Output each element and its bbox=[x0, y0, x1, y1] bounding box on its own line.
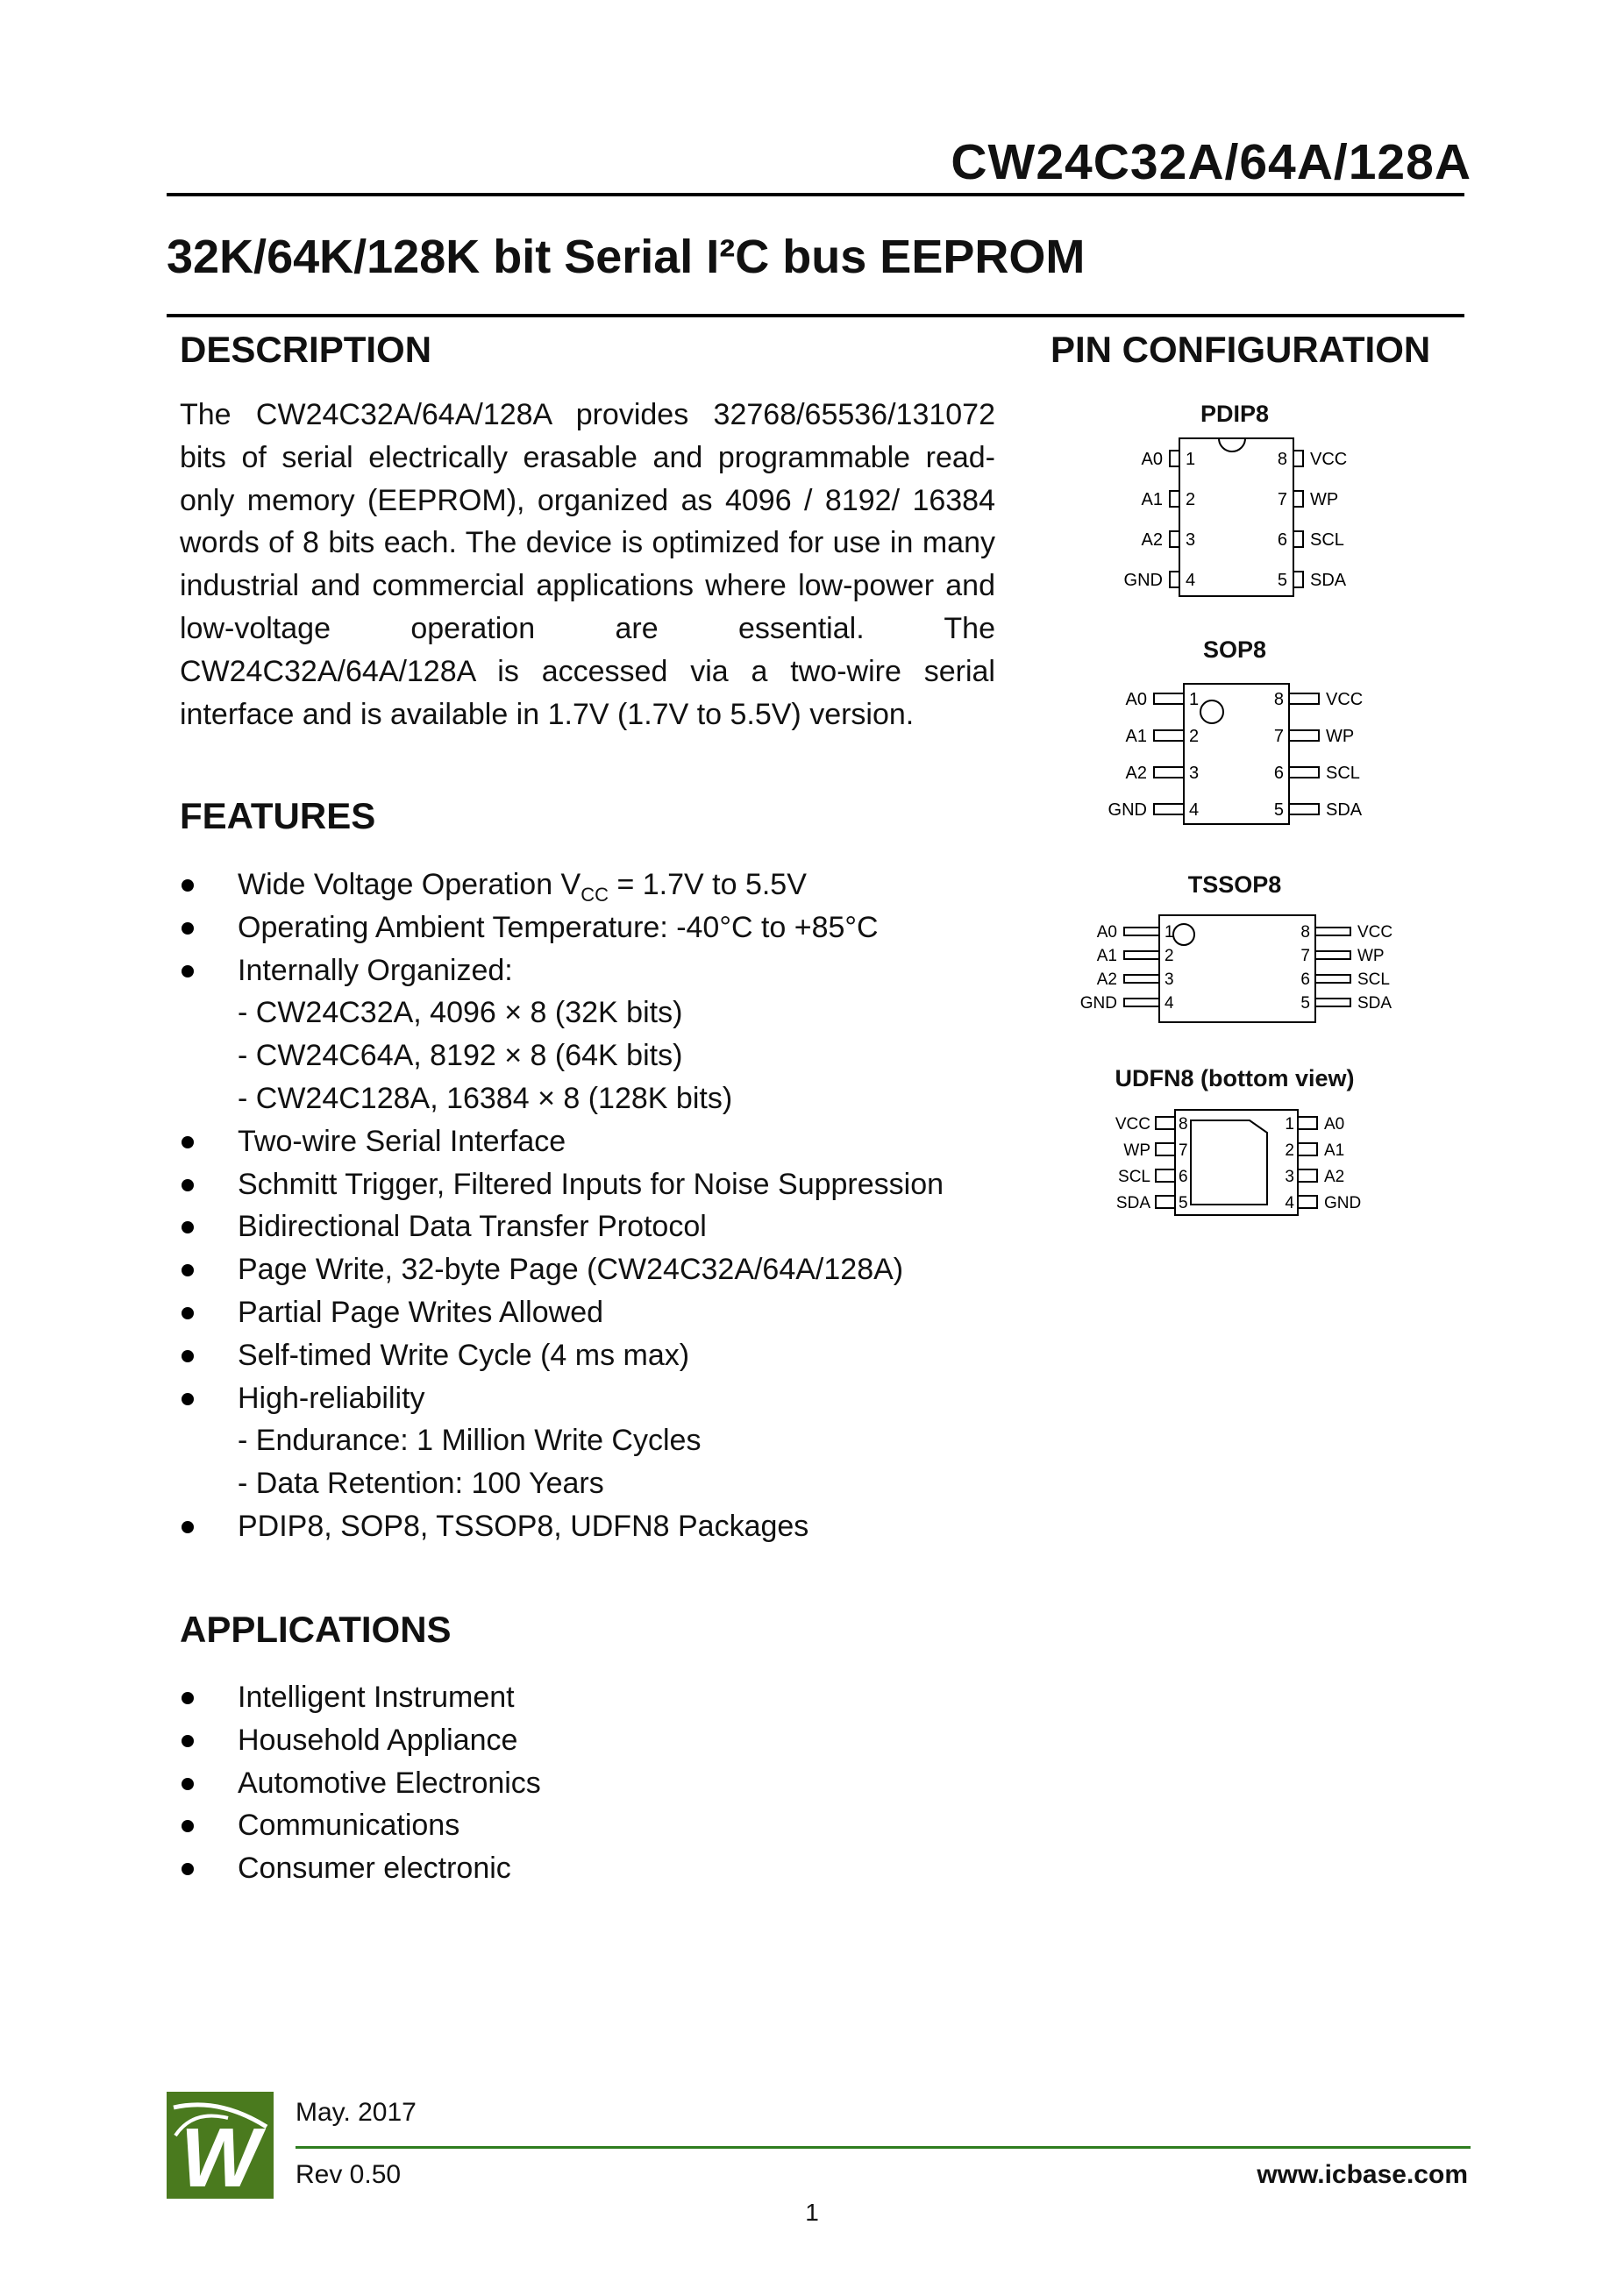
sop8-pin-num-r5: 5 bbox=[1273, 800, 1284, 820]
sop8-pin-label-l4: GND bbox=[1108, 800, 1147, 820]
udfn8-pin-num-r1: 1 bbox=[1285, 1115, 1294, 1134]
tssop8-pin-label-r8: VCC bbox=[1357, 923, 1393, 942]
pdip8-pin-label-l3: A2 bbox=[1141, 530, 1163, 550]
pdip8-pin-label-r7: WP bbox=[1310, 490, 1339, 509]
feature-vcc-suffix: = 1.7V to 5.5V bbox=[609, 868, 807, 901]
title-rule bbox=[167, 314, 1464, 317]
tssop8-pin-label-l2: A1 bbox=[1096, 947, 1117, 965]
tssop8-pin-num-r6: 6 bbox=[1300, 970, 1310, 989]
feature-item: Bidirectional Data Transfer Protocol bbox=[180, 1205, 1022, 1248]
udfn8-pin-num-r2: 2 bbox=[1285, 1141, 1294, 1160]
feature-vcc-subscript: CC bbox=[581, 883, 609, 906]
tssop8-pin-num-r8: 8 bbox=[1300, 923, 1310, 942]
udfn8-pin-num-l5: 5 bbox=[1179, 1194, 1188, 1212]
feature-subitem: - CW24C32A, 4096 × 8 (32K bits) bbox=[238, 996, 683, 1030]
udfn8-pin-label-r1: A0 bbox=[1324, 1115, 1345, 1134]
tssop8-pin-num-l2: 2 bbox=[1165, 947, 1174, 965]
tssop8-pin-label-l1: A0 bbox=[1096, 923, 1117, 942]
sop8-pin-num-r8: 8 bbox=[1273, 690, 1284, 709]
udfn8-pin-label-r4: GND bbox=[1324, 1194, 1362, 1212]
feature-item: Page Write, 32-byte Page (CW24C32A/64A/128A) bbox=[180, 1248, 1022, 1291]
company-logo bbox=[167, 2092, 274, 2199]
tssop8-pin-label-r7: WP bbox=[1357, 947, 1385, 965]
sop8-pin-label-l2: A1 bbox=[1125, 727, 1147, 746]
udfn8-pin-num-l7: 7 bbox=[1179, 1141, 1188, 1160]
application-item: Consumer electronic bbox=[180, 1847, 969, 1890]
pdip8-pin-num-l1: 1 bbox=[1186, 450, 1196, 469]
pin-config-heading: PIN CONFIGURATION bbox=[1051, 329, 1431, 370]
tssop8-pin-label-l3: A2 bbox=[1096, 970, 1117, 989]
applications-list bbox=[180, 1676, 969, 1890]
tssop8-pin-label-l4: GND bbox=[1079, 994, 1117, 1013]
description-heading: DESCRIPTION bbox=[180, 329, 432, 370]
udfn8-pin-label-l6: SCL bbox=[1118, 1168, 1150, 1186]
feature-item: Operating Ambient Temperature: -40°C to +85°C bbox=[180, 906, 1022, 949]
feature-subitem: - CW24C64A, 8192 × 8 (64K bits) bbox=[238, 1039, 683, 1073]
udfn8-pin-num-r3: 3 bbox=[1285, 1168, 1294, 1186]
sop8-diagram bbox=[1087, 675, 1385, 833]
pdip8-pin-num-r5: 5 bbox=[1277, 571, 1287, 590]
footer-date: May. 2017 bbox=[296, 2098, 417, 2127]
logo-letter: W bbox=[180, 2111, 260, 2199]
udfn8-pin-label-l8: VCC bbox=[1115, 1115, 1150, 1134]
pdip8-pin-num-r8: 8 bbox=[1277, 450, 1287, 469]
udfn8-pin-num-r4: 4 bbox=[1285, 1194, 1294, 1212]
sop8-pin-num-l3: 3 bbox=[1189, 764, 1200, 783]
feature-item: Partial Page Writes Allowed bbox=[180, 1291, 1022, 1334]
document-title: 32K/64K/128K bit Serial I²C bus EEPROM bbox=[167, 231, 1086, 283]
pdip8-pin-num-l2: 2 bbox=[1186, 490, 1196, 509]
udfn8-pin-label-r3: A2 bbox=[1324, 1168, 1345, 1186]
udfn8-pin-num-l8: 8 bbox=[1179, 1115, 1188, 1134]
udfn8-title: UDFN8 (bottom view) bbox=[1115, 1065, 1355, 1091]
pdip8-pin-label-l1: A0 bbox=[1141, 450, 1163, 469]
part-number: CW24C32A/64A/128A bbox=[951, 134, 1471, 190]
feature-item: Internally Organized: bbox=[180, 949, 1022, 992]
tssop8-pin-label-r5: SDA bbox=[1357, 994, 1393, 1013]
tssop8-pin-num-r5: 5 bbox=[1300, 994, 1310, 1013]
feature-subitem: - CW24C128A, 16384 × 8 (128K bits) bbox=[238, 1081, 733, 1115]
application-item: Communications bbox=[180, 1804, 969, 1847]
pdip8-pin-num-r6: 6 bbox=[1277, 530, 1287, 550]
tssop8-pin-num-l4: 4 bbox=[1165, 994, 1174, 1013]
sop8-pin-label-l1: A0 bbox=[1125, 690, 1147, 709]
tssop8-title: TSSOP8 bbox=[1187, 871, 1282, 898]
sop8-pin-num-l1: 1 bbox=[1189, 690, 1200, 709]
application-item: Automotive Electronics bbox=[180, 1762, 969, 1805]
pdip8-pin-num-l4: 4 bbox=[1186, 571, 1196, 590]
feature-item: Schmitt Trigger, Filtered Inputs for Noise Suppression bbox=[180, 1163, 1022, 1206]
features-heading: FEATURES bbox=[180, 795, 376, 836]
sop8-pin-num-r7: 7 bbox=[1273, 727, 1284, 746]
feature-item: Two-wire Serial Interface bbox=[180, 1120, 1022, 1163]
tssop8-pin-label-r6: SCL bbox=[1357, 970, 1390, 989]
sop8-pin-num-r6: 6 bbox=[1273, 764, 1284, 783]
tssop8-pin-num-l3: 3 bbox=[1165, 970, 1174, 989]
pdip8-pin-label-r5: SDA bbox=[1310, 571, 1347, 590]
page-number: 1 bbox=[805, 2199, 819, 2226]
feature-item bbox=[180, 864, 1022, 906]
pdip8-pin-label-r6: SCL bbox=[1310, 530, 1344, 550]
features-list bbox=[180, 864, 1022, 1548]
sop8-pin-label-r6: SCL bbox=[1326, 764, 1360, 783]
application-item: Household Appliance bbox=[180, 1719, 969, 1762]
udfn8-diagram bbox=[1087, 1106, 1385, 1219]
tssop8-pin-num-r7: 7 bbox=[1300, 947, 1310, 965]
pdip8-title: PDIP8 bbox=[1200, 401, 1270, 427]
sop8-pin-label-r5: SDA bbox=[1326, 800, 1363, 820]
footer-rule bbox=[296, 2146, 1471, 2149]
feature-subitem: - Data Retention: 100 Years bbox=[238, 1467, 604, 1501]
pdip8-pin-label-l2: A1 bbox=[1141, 490, 1163, 509]
tssop8-pin-num-l1: 1 bbox=[1165, 923, 1174, 942]
pdip8-pin-num-l3: 3 bbox=[1186, 530, 1196, 550]
feature-item: High-reliability bbox=[180, 1377, 1022, 1420]
sop8-pin-num-l2: 2 bbox=[1189, 727, 1200, 746]
description-text: The CW24C32A/64A/128A provides 32768/65536/131072 bits of serial electrically erasable and programmable read-only memory (EEPROM), organized as 4096 / 8192/ 16384 words of 8 bits each. The device is optimized for use in many industrial and commercial applications where low-power and low-voltage operation are essential. The CW24C32A/64A/128A is accessed via a two-wire serial interface and is available in 1.7V (1.7V to 5.5V) version. bbox=[180, 398, 995, 731]
feature-item: PDIP8, SOP8, TSSOP8, UDFN8 Packages bbox=[180, 1505, 1022, 1548]
pdip8-pin-label-r8: VCC bbox=[1310, 450, 1348, 469]
udfn8-pin-num-l6: 6 bbox=[1179, 1168, 1188, 1186]
footer-revision: Rev 0.50 bbox=[296, 2160, 402, 2189]
feature-subitem: - Endurance: 1 Million Write Cycles bbox=[238, 1424, 702, 1458]
sop8-pin-label-r8: VCC bbox=[1326, 690, 1364, 709]
header-rule bbox=[167, 193, 1464, 196]
udfn8-pin-label-l5: SDA bbox=[1115, 1194, 1150, 1212]
footer-website[interactable]: www.icbase.com bbox=[1257, 2160, 1468, 2189]
pdip8-pin-label-l4: GND bbox=[1123, 571, 1163, 590]
sop8-pin-label-l3: A2 bbox=[1125, 764, 1147, 783]
sop8-title: SOP8 bbox=[1202, 636, 1267, 663]
pdip8-pin-num-r7: 7 bbox=[1277, 490, 1287, 509]
udfn8-pin-label-r2: A1 bbox=[1324, 1141, 1345, 1160]
udfn8-pin-label-l7: WP bbox=[1123, 1141, 1150, 1160]
feature-vcc-prefix: Wide Voltage Operation V bbox=[238, 868, 581, 901]
application-item: Intelligent Instrument bbox=[180, 1676, 969, 1719]
sop8-pin-label-r7: WP bbox=[1326, 727, 1355, 746]
applications-heading: APPLICATIONS bbox=[180, 1609, 452, 1650]
tssop8-diagram bbox=[1061, 912, 1412, 1026]
feature-item: Self-timed Write Cycle (4 ms max) bbox=[180, 1334, 1022, 1377]
sop8-pin-num-l4: 4 bbox=[1189, 800, 1200, 820]
pdip8-diagram bbox=[1105, 430, 1368, 605]
